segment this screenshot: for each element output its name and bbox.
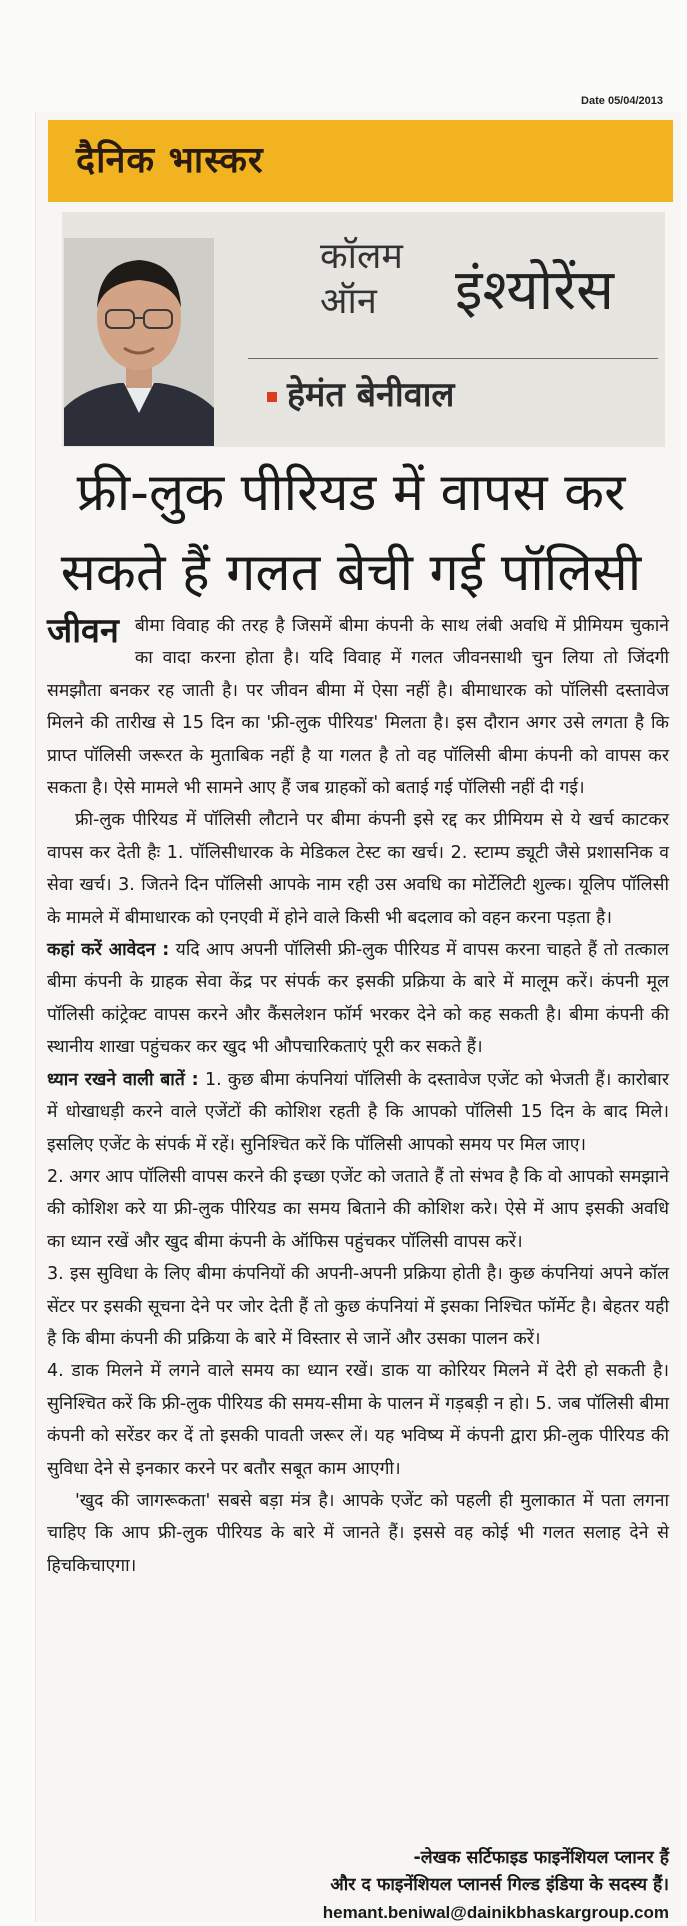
clipping-date: Date 05/04/2013: [581, 95, 663, 107]
column-name: इंश्योरेंस: [455, 258, 615, 323]
signature-line1: -लेखक सर्टिफाइड फाइनेंशियल प्लानर हैं: [413, 1848, 669, 1868]
paragraph-text: 1. कुछ बीमा कंपनियां पॉलिसी के दस्तावेज एजेंट को भेजती हैं। कारोबार में धोखाधड़ी करने वाले एजेंटों की कोशिश रहती है कि आपको पॉलिसी 15 दिन के बाद मिले। इसलिए एजेंट के संपर्क में रहें। सुनिश्चित करें कि पॉलिसी आपको समय पर मिल जाए।: [47, 1069, 669, 1155]
headline-line1: फ्री-लुक पीरियड में वापस कर: [76, 463, 626, 523]
newspaper-logo: दैनिक भास्कर: [76, 140, 264, 181]
subhead: ध्यान रखने वाली बातें :: [47, 1069, 199, 1090]
paragraph-text: यदि आप अपनी पॉलिसी फ्री-लुक पीरियड में वापस करना चाहते हैं तो तत्काल बीमा कंपनी के ग्राहक सेवा केंद्र पर संपर्क कर इसकी प्रक्रिया के बारे में मालूम करें। कंपनी मूल पॉलिसी कांट्रेक्ट वापस करने और कैंसलेशन फॉर्म भरकर देने को कह सकती है। बीमा कंपनी की स्थानीय शाखा पहुंचकर कर खुद भी औपचारिकताएं पूरी कर सकते हैं।: [47, 940, 669, 1058]
headline: [40, 453, 662, 613]
article-body: [47, 610, 669, 1582]
author-name-text: हेमंत बेनीवाल: [287, 375, 455, 415]
column-label-line2: ऑन: [320, 281, 377, 322]
bullet-square-icon: [267, 392, 277, 402]
article-paragraph: 2. अगर आप पॉलिसी वापस करने की इच्छा एजेंट को जताते हैं तो संभव है कि वो आपको समझाने की कोशिश करे या फ्री-लुक पीरियड का समय बिताने की कोशिश करे। ऐसे में आप इसकी अवधि का ध्यान रखें और खुद बीमा कंपनी के ऑफिस पहुंचकर पॉलिसी वापस करें।: [47, 1166, 669, 1252]
author-name: [267, 370, 454, 416]
masthead: [48, 120, 673, 202]
article-paragraph: 'खुद की जागरूकता' सबसे बड़ा मंत्र है। आपके एजेंट को पहली ही मुलाकात में पता लगना चाहिए कि आप फ्री-लुक पीरियड के बारे में जानते हैं। इससे वह कोई भी गलत सलाह देने से हिचकिचाएगा।: [47, 1490, 669, 1576]
article-paragraph: 3. इस सुविधा के लिए बीमा कंपनियों की अपनी-अपनी प्रक्रिया होती है। कुछ कंपनियां अपने कॉल सेंटर पर इसकी सूचना देने पर जोर देती हैं तो कुछ कंपनियां में इसका निश्चित फॉर्मेट है। बेहतर यही है कि बीमा कंपनी की प्रक्रिया के बारे में विस्तार से जानें और उसका पालन करें।: [47, 1264, 669, 1349]
headline-line2: सकते हैं गलत बेची गई पॉलिसी: [60, 543, 642, 603]
author-photo: [64, 238, 214, 446]
subhead: कहां करें आवेदन :: [47, 940, 170, 961]
signature-line2: और द फाइनेंशियल प्लानर्स गिल्ड इंडिया के सदस्य हैं।: [330, 1875, 669, 1895]
article-paragraph: [47, 610, 669, 804]
article-paragraph: 4. डाक मिलने में लगने वाले समय का ध्यान रखें। डाक या कोरियर मिलने में देरी हो सकती है। सुनिश्चित करें कि फ्री-लुक पीरियड की समय-सीमा के पालन में गड़बड़ी न हो। 5. जब पॉलिसी बीमा कंपनी को सरेंडर कर दें तो इसकी पावती जरूर लें। यह भविष्य में कंपनी द्वारा फ्री-लुक पीरियड की सुविधा देने से इनकार करने पर बतौर सबूत काम आएगी।: [47, 1361, 669, 1479]
lead-word: जीवन: [47, 611, 119, 651]
article-paragraph: [47, 934, 669, 1064]
column-header: [62, 212, 665, 447]
column-title: [245, 230, 655, 360]
article-paragraph: [47, 1064, 669, 1161]
divider: [248, 358, 658, 359]
author-portrait-image: [64, 238, 214, 446]
author-signature: [47, 1845, 669, 1926]
article-paragraph: फ्री-लुक पीरियड में पॉलिसी लौटाने पर बीमा कंपनी इसे रद्द कर प्रीमियम से ये खर्च काटकर वापस कर देती हैः 1. पॉलिसीधारक के मेडिकल टेस्ट का खर्च। 2. स्टाम्प ड्यूटी जैसे प्रशासनिक व सेवा खर्च। 3. जितने दिन पॉलिसी आपके नाम रही उस अवधि का मोर्टेलिटी शुल्क। यूलिप पॉलिसी के मामले में बीमाधारक को एनएवी में होने वाले किसी भी बदलाव को वहन करना पड़ता है।: [47, 810, 669, 928]
paragraph-text: बीमा विवाह की तरह है जिसमें बीमा कंपनी के साथ लंबी अवधि में प्रीमियम चुकाने का वादा करना होता है। यदि विवाह में गलत जीवनसाथी चुन लिया तो जिंदगी समझौता बनकर रह जाती है। पर जीवन बीमा में ऐसा नहीं है। बीमाधारक को पॉलिसी दस्तावेज मिलने की तारीख से 15 दिन का 'फ्री-लुक पीरियड' मिलता है। इस दौरान अगर उसे लगता है कि प्राप्त पॉलिसी जरूरत के मुताबिक नहीं है या गलत है तो वह पॉलिसी बीमा कंपनी को वापस कर सकता है। ऐसे मामले भी सामने आए हैं जब ग्राहकों को बताई गई पॉलिसी नहीं दी गई।: [47, 616, 669, 799]
author-email: hemant.beniwal@dainikbhaskargroup.com: [322, 1903, 669, 1922]
column-label-line1: कॉलम: [320, 236, 403, 277]
